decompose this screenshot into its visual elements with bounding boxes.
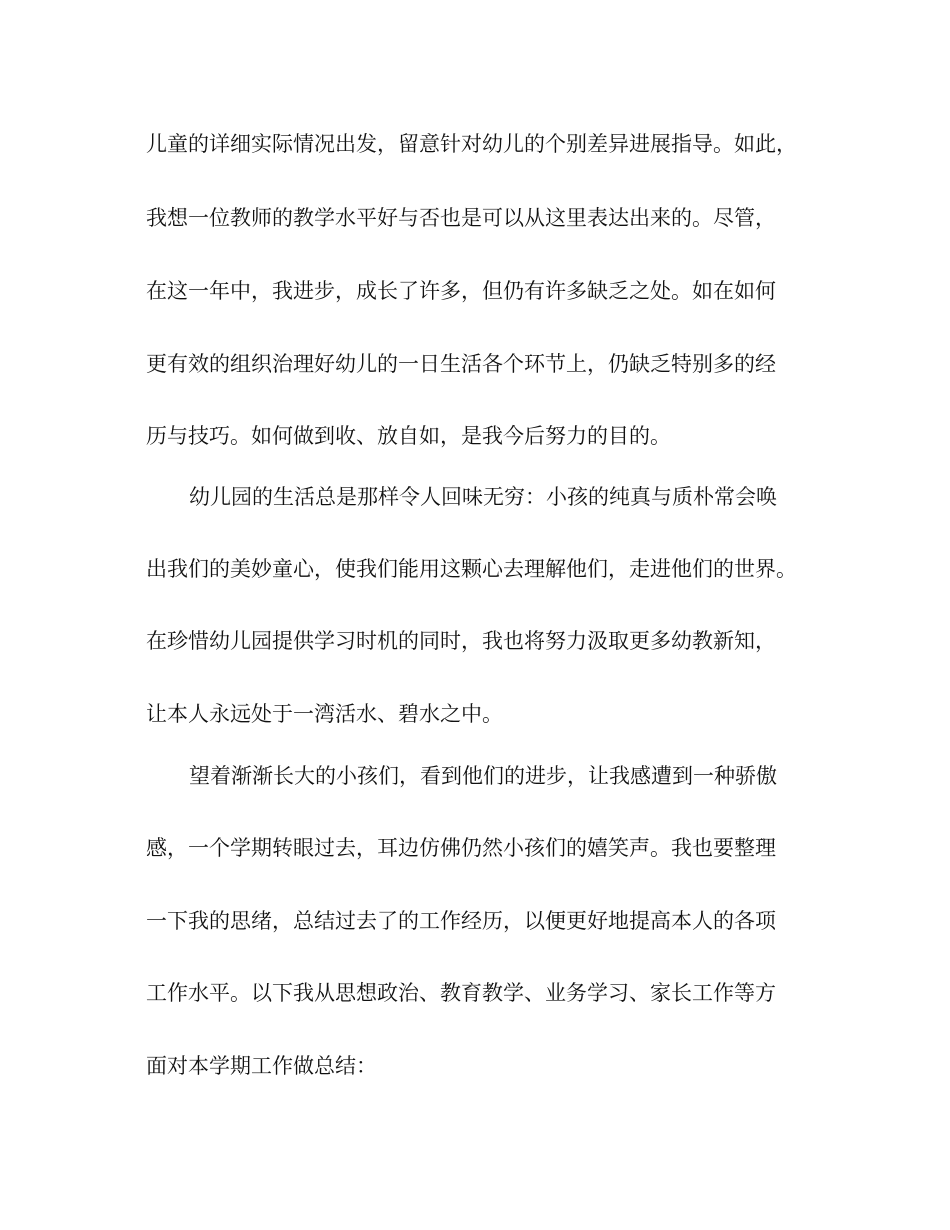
text-line: 工作水平。以下我从思想政治、教育教学、业务学习、家长工作等方 [146,981,776,1005]
text-line: 儿童的详细实际情况出发，留意针对幼儿的个别差异进展指导。如此， [146,132,797,156]
text-line: 让本人永远处于一湾活水、碧水之中。 [146,702,503,726]
text-line: 一下我的思绪，总结过去了的工作经历，以便更好地提高本人的各项 [146,909,776,933]
text-line: 感，一个学期转眼过去，耳边仿佛仍然小孩们的嬉笑声。我也要整理 [146,836,776,860]
paragraph-first-line: 幼儿园的生活总是那样令人回味无穷：小孩的纯真与质朴常会唤 [189,485,777,509]
text-line: 历与技巧。如何做到收、放自如，是我今后努力的目的。 [146,424,671,448]
text-line: 面对本学期工作做总结： [146,1054,377,1078]
text-line: 我想一位教师的教学水平好与否也是可以从这里表达出来的。尽管， [146,206,776,230]
text-line: 更有效的组织治理好幼儿的一日生活各个环节上，仍缺乏特别多的经 [146,352,776,376]
text-line: 在这一年中，我进步，成长了许多，但仍有许多缺乏之处。如在如何 [146,279,776,303]
text-line: 出我们的美妙童心，使我们能用这颗心去理解他们，走进他们的世界。 [146,557,797,581]
paragraph-first-line: 望着渐渐长大的小孩们，看到他们的进步，让我感遭到一种骄傲 [189,764,777,788]
text-line: 在珍惜幼儿园提供学习时机的同时，我也将努力汲取更多幼教新知， [146,629,776,653]
